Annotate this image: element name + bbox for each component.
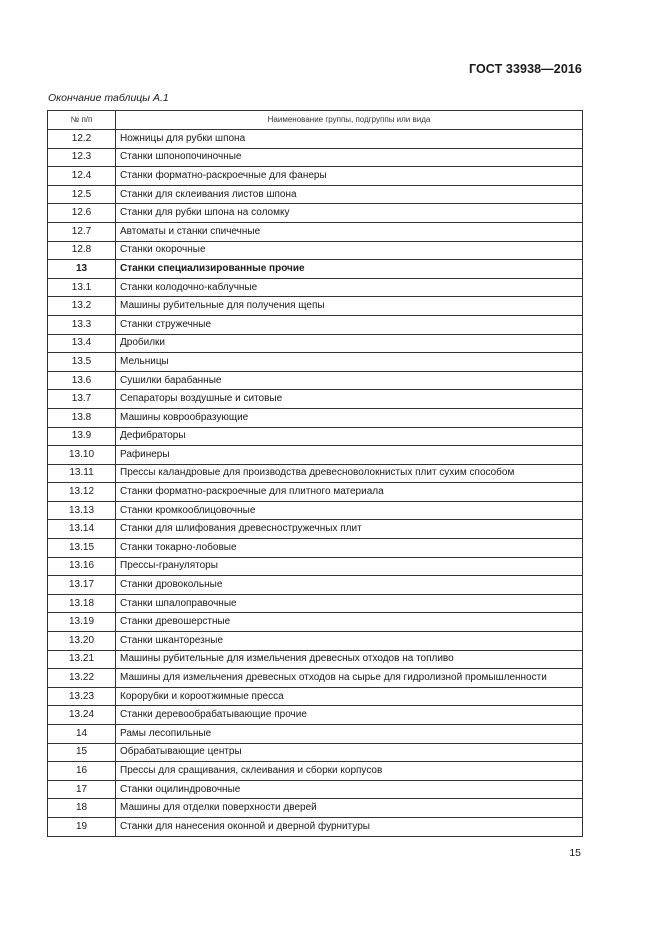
table-row: [48, 353, 583, 372]
row-number: 13: [48, 260, 116, 279]
row-name: Станки стружечные: [116, 315, 583, 334]
row-number: 12.3: [48, 148, 116, 167]
row-number: 12.8: [48, 241, 116, 260]
row-number: 13.15: [48, 539, 116, 558]
row-number: 13.12: [48, 483, 116, 502]
row-number: 15: [48, 743, 116, 762]
row-number: 13.21: [48, 650, 116, 669]
row-name: Прессы каландровые для производства древесноволокнистых плит сухим способом: [116, 464, 583, 483]
row-name: Станки шпонопочиночные: [116, 148, 583, 167]
table-row: [48, 817, 583, 836]
row-number: 13.13: [48, 501, 116, 520]
row-name: Станки шпалоправочные: [116, 594, 583, 613]
row-name: Станки для шлифования древесностружечных плит: [116, 520, 583, 539]
row-number: 13.20: [48, 632, 116, 651]
row-name: Мельницы: [116, 353, 583, 372]
row-number: 13.11: [48, 464, 116, 483]
row-name: Станки токарно-лобовые: [116, 539, 583, 558]
table-row: [48, 743, 583, 762]
row-number: 14: [48, 725, 116, 744]
table-row: [48, 613, 583, 632]
row-name: Ножницы для рубки шпона: [116, 130, 583, 149]
row-number: 13.5: [48, 353, 116, 372]
row-name: Машины рубительные для измельчения древесных отходов на топливо: [116, 650, 583, 669]
row-number: 13.10: [48, 446, 116, 465]
row-name: Станки шканторезные: [116, 632, 583, 651]
row-number: 13.8: [48, 408, 116, 427]
table-row: [48, 427, 583, 446]
table-row: [48, 650, 583, 669]
row-name: Автоматы и станки спичечные: [116, 222, 583, 241]
column-header-number: № п/п: [48, 111, 116, 130]
row-name: Машины для измельчения древесных отходов на сырье для гидролизной промышленности: [116, 669, 583, 688]
row-number: 19: [48, 817, 116, 836]
row-name: Станки деревообрабатывающие прочие: [116, 706, 583, 725]
row-name: Станки для склеивания листов шпона: [116, 185, 583, 204]
row-number: 13.3: [48, 315, 116, 334]
row-name: Станки кромкооблицовочные: [116, 501, 583, 520]
table-row: [48, 762, 583, 781]
table-row: [48, 204, 583, 223]
table-row: [48, 148, 583, 167]
row-name: Сепараторы воздушные и ситовые: [116, 390, 583, 409]
row-name: Станки дровокольные: [116, 576, 583, 595]
table-row: [48, 594, 583, 613]
row-number: 13.24: [48, 706, 116, 725]
table-header-row: [48, 111, 583, 130]
table-row: [48, 334, 583, 353]
row-name: Станки специализированные прочие: [116, 260, 583, 279]
row-name: Станки окорочные: [116, 241, 583, 260]
table-body: [48, 130, 583, 837]
row-name: Станки древошерстные: [116, 613, 583, 632]
row-number: 13.2: [48, 297, 116, 316]
table-row: [48, 669, 583, 688]
row-number: 13.23: [48, 687, 116, 706]
column-header-name: Наименование группы, подгруппы или вида: [116, 111, 583, 130]
equipment-table: [47, 110, 583, 837]
row-name: Рафинеры: [116, 446, 583, 465]
row-name: Сушилки барабанные: [116, 371, 583, 390]
row-number: 16: [48, 762, 116, 781]
row-number: 13.18: [48, 594, 116, 613]
row-number: 13.4: [48, 334, 116, 353]
table-row: [48, 464, 583, 483]
table-row: [48, 706, 583, 725]
row-number: 17: [48, 780, 116, 799]
table-row: [48, 539, 583, 558]
row-name: Машины коврообразующие: [116, 408, 583, 427]
row-number: 18: [48, 799, 116, 818]
row-number: 13.17: [48, 576, 116, 595]
row-name: Станки колодочно-каблучные: [116, 278, 583, 297]
row-number: 13.22: [48, 669, 116, 688]
row-name: Дробилки: [116, 334, 583, 353]
table-row: [48, 687, 583, 706]
table-row: [48, 408, 583, 427]
row-name: Прессы для сращивания, склеивания и сборки корпусов: [116, 762, 583, 781]
row-number: 12.6: [48, 204, 116, 223]
table-row: [48, 315, 583, 334]
table-row: [48, 725, 583, 744]
table-row: [48, 260, 583, 279]
page-number: 15: [569, 847, 581, 859]
row-name: Рамы лесопильные: [116, 725, 583, 744]
row-name: Станки для нанесения оконной и дверной фурнитуры: [116, 817, 583, 836]
table-row: [48, 780, 583, 799]
row-number: 13.16: [48, 557, 116, 576]
row-number: 13.9: [48, 427, 116, 446]
table-row: [48, 241, 583, 260]
table-row: [48, 297, 583, 316]
row-name: Корорубки и короотжимные пресса: [116, 687, 583, 706]
row-number: 12.4: [48, 167, 116, 186]
row-number: 13.19: [48, 613, 116, 632]
row-name: Станки для рубки шпона на соломку: [116, 204, 583, 223]
row-number: 12.5: [48, 185, 116, 204]
table-caption: Окончание таблицы А.1: [48, 92, 169, 104]
row-number: 13.7: [48, 390, 116, 409]
table-row: [48, 520, 583, 539]
row-name: Машины для отделки поверхности дверей: [116, 799, 583, 818]
table-row: [48, 632, 583, 651]
table-row: [48, 222, 583, 241]
row-number: 13.1: [48, 278, 116, 297]
table-row: [48, 390, 583, 409]
row-name: Прессы-грануляторы: [116, 557, 583, 576]
table-row: [48, 446, 583, 465]
row-name: Станки оцилиндровочные: [116, 780, 583, 799]
table-row: [48, 278, 583, 297]
row-number: 12.2: [48, 130, 116, 149]
table-row: [48, 167, 583, 186]
row-name: Дефибраторы: [116, 427, 583, 446]
row-name: Станки форматно-раскроечные для фанеры: [116, 167, 583, 186]
table-row: [48, 501, 583, 520]
row-name: Машины рубительные для получения щепы: [116, 297, 583, 316]
table-row: [48, 130, 583, 149]
row-name: Обрабатывающие центры: [116, 743, 583, 762]
table-row: [48, 557, 583, 576]
row-number: 13.14: [48, 520, 116, 539]
document-code: ГОСТ 33938—2016: [468, 62, 582, 76]
row-number: 12.7: [48, 222, 116, 241]
table-row: [48, 576, 583, 595]
row-name: Станки форматно-раскроечные для плитного материала: [116, 483, 583, 502]
row-number: 13.6: [48, 371, 116, 390]
table-row: [48, 185, 583, 204]
table-row: [48, 483, 583, 502]
table-row: [48, 799, 583, 818]
table-row: [48, 371, 583, 390]
